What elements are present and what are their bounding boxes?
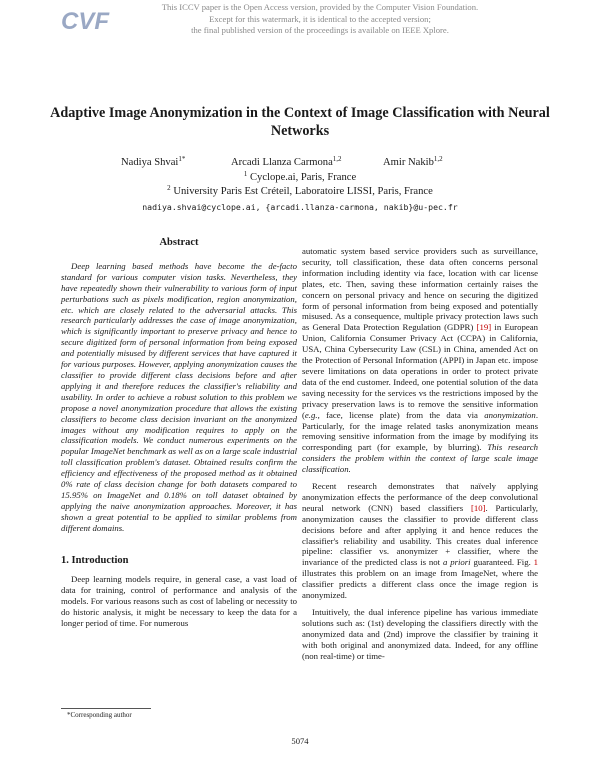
introduction-heading: 1. Introduction (61, 554, 129, 566)
abstract-heading: Abstract (159, 237, 199, 248)
figure-link[interactable]: 1 (533, 557, 538, 568)
footnote: *Corresponding author (67, 711, 132, 719)
author-emails: nadiya.shvai@cyclope.ai, {arcadi.llanza-carmona, nakib}@u-pec.fr (142, 202, 458, 212)
abstract-text: Deep learning based methods have become the de-facto standard for various computer vision tasks. Nevertheless, they have repeatedly shown their vulnerability to various form of input perturbations such as pixels modification, region anonymization, etc. which are closely related to the adversarial attacks. This research particularly addresses the case of image anonymization, which is significantly important to preserve privacy and hence to secure digitized form of personal information from being exposed and potentially misused by different services that have captured it for various purposes. However, applying anonymization causes the classifier to provide different class decisions before and after applying it and therefore reduces the classifier's reliability and usability. In order to achieve a robust solution to this problem we propose a novel anonymization procedure that allows the existing classifiers to become class decision invariant on the anonymized images without any modification requires to apply on the classification models. We conduct numerous experiments on the popular ImageNet benchmark as well as on a large scale industrial toll classification problem's dataset. Obtained results confirm the efficiency and effectiveness of the proposed method as it obtained 0% rate of class decision change for both datasets compared to 15.95% on ImageNet and 0.18% on toll dataset obtained by applying the naive anonymization approaches. Moreover, it has shown a great potential to be applied to similar problems from different domains. (61, 260, 297, 533)
body-paragraph: Recent research demonstrates that naïvely applying anonymization effects the performance of the deep convolutional neural network (CNN) based classifiers [10]. Particularly, anonymization causes the classifier to provide different class decisions before and after applying it and hence reduces the classifier's reliability and usability. This creates dual inference pipeline: classifier vs. anonymizer + classifier, where the invariance of the predicted class is not a priori guaranteed. Fig. 1 illustrates this problem on an image from ImageNet, where the classifier predicts a different class once the image region is anonymized. (302, 481, 538, 601)
page-number: 5074 (291, 736, 309, 746)
paper-title: Adaptive Image Anonymization in the Context of Image Classification with Neural Networks (50, 105, 550, 139)
introduction-paragraph: Deep learning models require, in general case, a vast load of data for training, control of performance and analysis of the models. For various reasons such as cost of labeling or necessity to do historic analysis, it might be necessary to keep the data for a longer period of time. For numerous (61, 574, 297, 629)
watermark-line: This ICCV paper is the Open Access version, provided by the Computer Vision Foundation. (161, 2, 479, 12)
watermark-line: the final published version of the proceedings is available on IEEE Xplore. (191, 25, 449, 35)
author-name: Arcadi Llanza Carmona$^{1,2}$ (231, 155, 342, 168)
cvf-logo-text: CVF (61, 8, 109, 34)
watermark-line: Except for this watermark, it is identical to the accepted version; (209, 13, 431, 24)
footnote-divider (61, 708, 151, 709)
right-column (302, 246, 538, 662)
body-paragraph: Intuitively, the dual inference pipeline has various immediate solutions such as: (1st) developing the classifiers directly with the anonymized data and (2nd) improve the classifier by training it with both original and anonymized data. Indeed, for any offline (non real-time) or time- (302, 607, 538, 661)
citation-link[interactable]: [19] (476, 322, 492, 333)
author-name: Nadiya Shvai$^{1*}$ (121, 155, 186, 168)
citation-link[interactable]: [10] (470, 502, 486, 513)
affiliation: $^2$ University Paris Est Créteil, Laboratoire LISSI, Paris, France (167, 184, 433, 197)
cvf-logo (60, 4, 110, 34)
author-name: Amir Nakib$^{1,2}$ (383, 155, 443, 168)
left-column (61, 238, 297, 629)
open-access-watermark (140, 2, 500, 37)
affiliation: $^1$ Cyclope.ai, Paris, France (243, 170, 357, 183)
body-paragraph: automatic system based service providers such as surveillance, security, toll classification, these data often concerns personal information including identity via face, location with car license plates, etc. Then, saving these information certainly raises the concern on personal privacy and hence on securing the digitized form of personal information from being exposed and potentially misused. As a consequence, multiple privacy protection laws such as General Data Protection Regulation (GDPR) [19] in European Union, California Consumer Privacy Act (CCPA) in California, USA, China Cybersecurity Law (CSL) in China, amended Act on the Protection of Personal Information (APPI) in Japan etc. impose severe limitations on data operations in order to protect private data of the end customer. Indeed, one potential solution of the data saving necessity for the services vs the restrictions imposed by the privacy preservation laws is to remove the sensitive information (e.g., face, license plate) from the data via anonymization. Particularly, for the image related tasks anonymization means removing sensitive information from the image by modifying its corresponding part (for example, by blurring). This research considers the problem within the context of large scale image classification. (302, 246, 538, 475)
